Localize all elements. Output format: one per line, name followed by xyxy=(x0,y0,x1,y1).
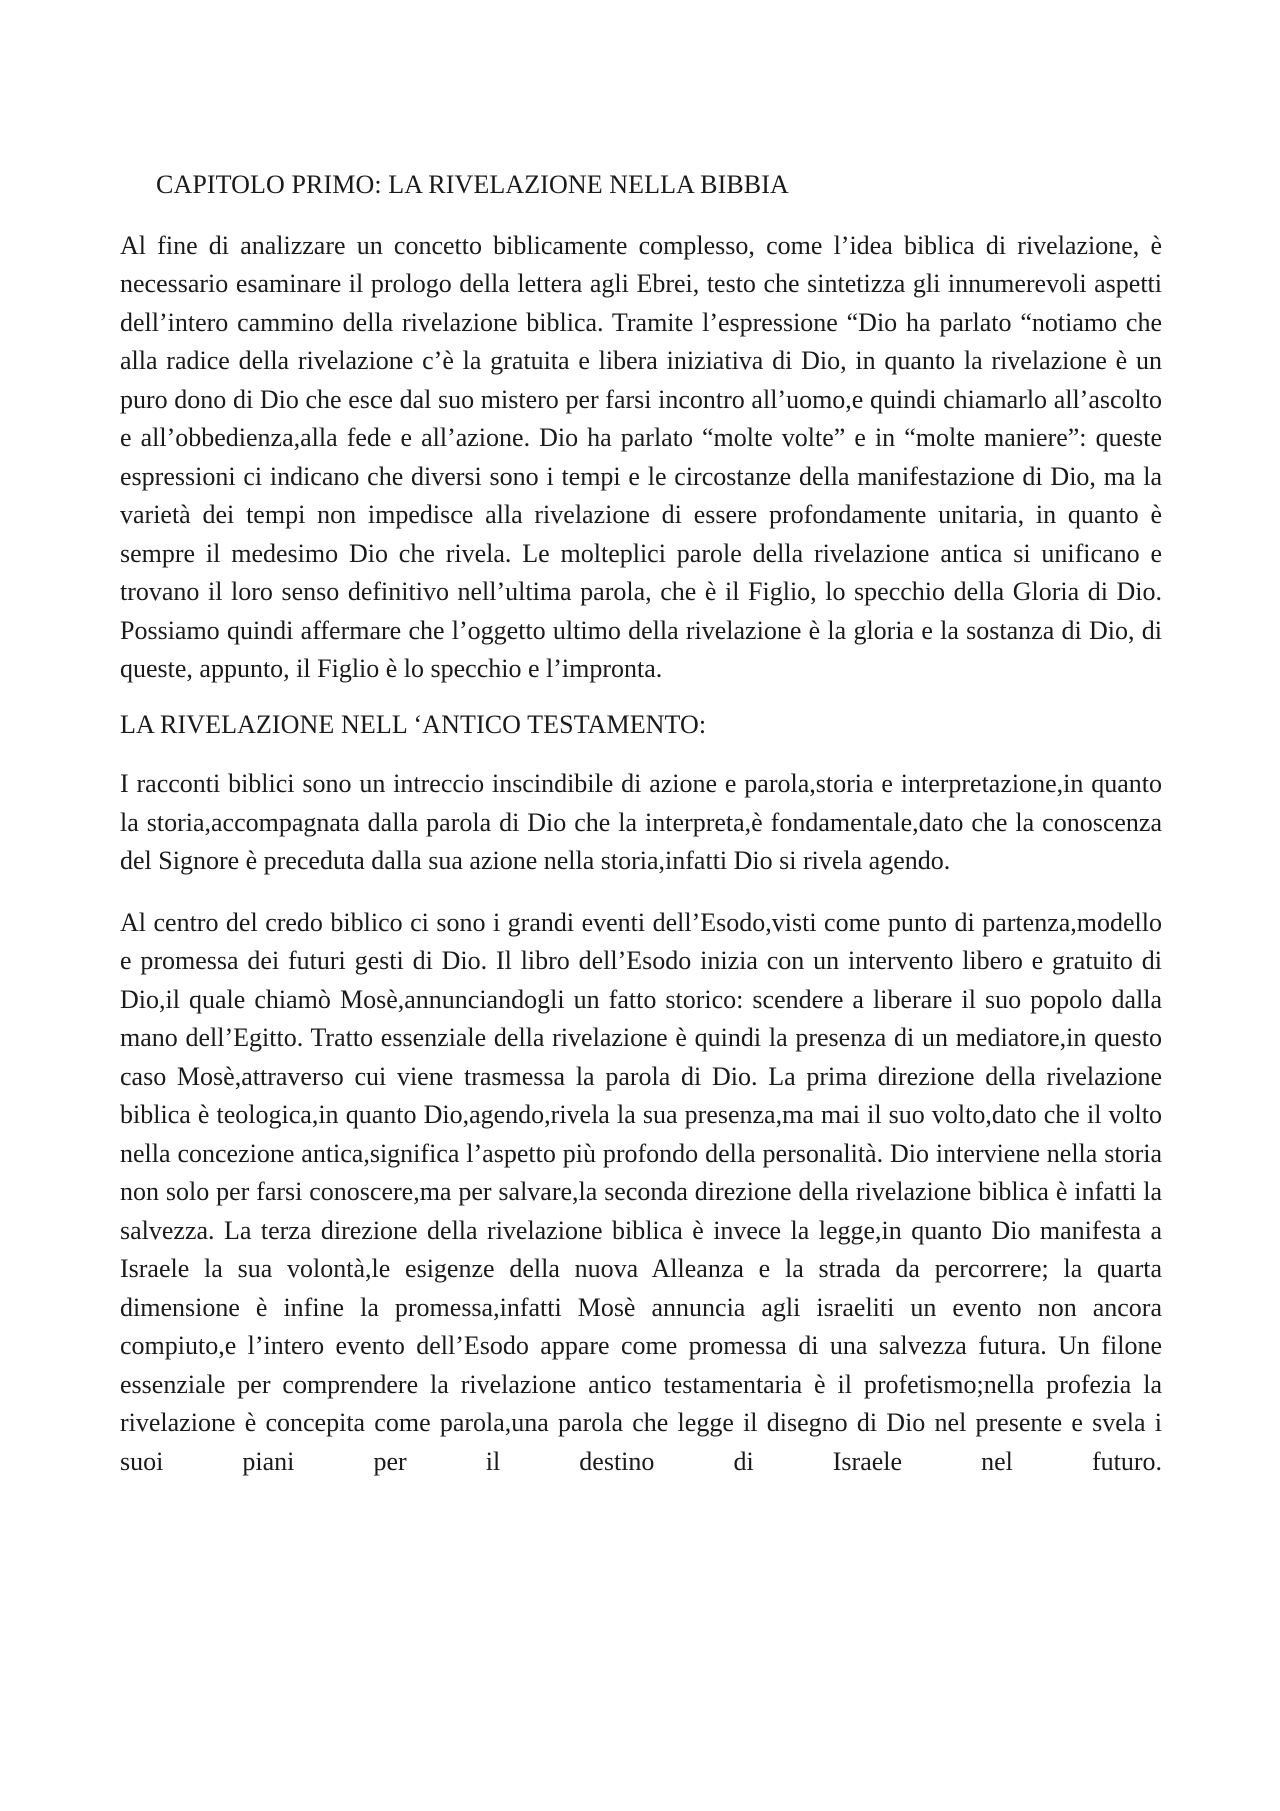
paragraph-intro: Al fine di analizzare un concetto biblicamente complesso, come l’idea biblica di rivelazione, è necessario esaminare il prologo della lettera agli Ebrei, testo che sintetizza gli innumerevoli aspetti dell’intero cammino della rivelazione biblica. Tramite l’espressione “Dio ha parlato “notiamo che alla radice della rivelazione c’è la gratuita e libera iniziativa di Dio, in quanto la rivelazione è un puro dono di Dio che esce dal suo mistero per farsi incontro all’uomo,e quindi chiamarlo all’ascolto e all’obbedienza,alla fede e all’azione. Dio ha parlato “molte volte” e in “molte maniere”: queste espressioni ci indicano che diversi sono i tempi e le circostanze della manifestazione di Dio, ma la varietà dei tempi non impedisce alla rivelazione di essere profondamente unitaria, in quanto è sempre il medesimo Dio che rivela. Le molteplici parole della rivelazione antica si unificano e trovano il loro senso definitivo nell’ultima parola, che è il Figlio, lo specchio della Gloria di Dio. Possiamo quindi affermare che l’oggetto ultimo della rivelazione è la gloria e la sostanza di Dio, di queste, appunto, il Figlio è lo specchio e l’impronta. xyxy=(120,230,1162,683)
paragraph-esodo: Al centro del credo biblico ci sono i grandi eventi dell’Esodo,visti come punto di partenza,modello e promessa dei futuri gesti di Dio. Il libro dell’Esodo inizia con un intervento libero e gratuito di Dio,il quale chiamò Mosè,annunciandogli un fatto storico: scendere a liberare il suo popolo dalla mano dell’Egitto. Tratto essenziale della rivelazione è quindi la presenza di un mediatore,in questo caso Mosè,attraverso cui viene trasmessa la parola di Dio. La prima direzione della rivelazione biblica è teologica,in quanto Dio,agendo,rivela la sua presenza,ma mai il suo volto,dato che il volto nella concezione antica,significa l’aspetto più profondo della personalità. Dio interviene nella storia non solo per farsi conoscere,ma per salvare,la seconda direzione della rivelazione biblica è infatti la salvezza. La terza direzione della rivelazione biblica è invece la legge,in quanto Dio manifesta a Israele la sua volontà,le esigenze della nuova Alleanza e la strada da percorrere; la quarta dimensione è infine la promessa,infatti Mosè annuncia agli israeliti un evento non ancora compiuto,e l’intero evento dell’Esodo appare come promessa di una salvezza futura. Un filone essenziale per comprendere la rivelazione antico testamentaria è il profetismo;nella profezia la rivelazione è concepita come parola,una parola che legge il disegno di Dio nel presente e svela i suoi piani per il destino di Israele nel futuro. xyxy=(120,907,1162,1476)
page-content xyxy=(120,166,1162,1481)
chapter-title: CAPITOLO PRIMO: LA RIVELAZIONE NELLA BIBBIA xyxy=(156,170,789,199)
section-title: LA RIVELAZIONE NELL ‘ANTICO TESTAMENTO: xyxy=(120,709,707,739)
paragraph-racconti: I racconti biblici sono un intreccio inscindibile di azione e parola,storia e interpretazione,in quanto la storia,accompagnata dalla parola di Dio che la interpreta,è fondamentale,dato che la conoscenza del Signore è preceduta dalla sua azione nella storia,infatti Dio si rivela agendo. xyxy=(120,769,1162,875)
